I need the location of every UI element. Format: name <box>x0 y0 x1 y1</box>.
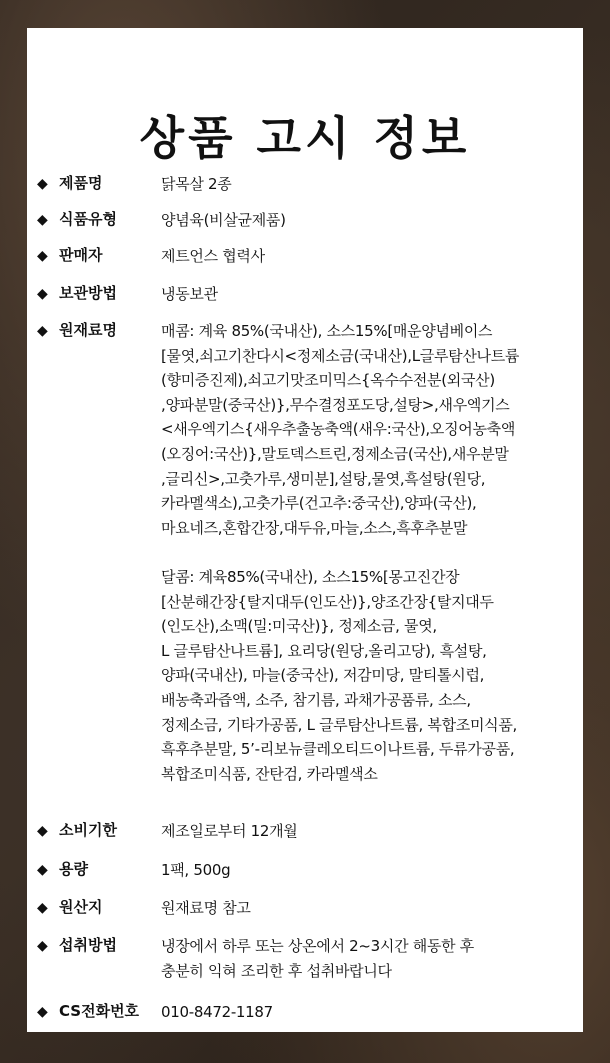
row-label <box>37 858 88 879</box>
diamond-bullet-icon: ◆ <box>37 212 48 228</box>
row-label <box>37 244 102 265</box>
row-label-text: 원산지 <box>59 898 103 916</box>
row-value-line: 010-8472-1187 <box>161 1003 273 1021</box>
row-value-line: 원재료명 참고 <box>161 899 251 917</box>
row-value-line: 제트언스 협력사 <box>161 247 265 265</box>
row-value-line: [산분해간장{탈지대두(인도산)},양조간장{탈지대두 <box>161 592 494 611</box>
diamond-bullet-icon: ◆ <box>37 176 48 192</box>
row-value <box>161 896 577 921</box>
row-value-line: 매콤: 계육 85%(국내산), 소스15%[매운양념베이스 <box>161 322 493 340</box>
row-label-text: 원재료명 <box>59 321 117 339</box>
row-value-line: 양념육(비살균제품) <box>161 211 286 229</box>
row-label-text: 용량 <box>59 860 88 878</box>
diamond-bullet-icon: ◆ <box>37 823 48 839</box>
row-value <box>161 1000 577 1025</box>
row-value <box>161 319 577 786</box>
row-value-line <box>161 540 577 565</box>
row-value <box>161 282 577 307</box>
row-label-text: 제품명 <box>59 174 103 192</box>
row-value-line: 냉동보관 <box>161 285 218 303</box>
row-value-line: <새우엑기스{새우추출농축액(새우:국산),오징어농축액 <box>161 420 516 439</box>
row-value <box>161 858 577 883</box>
row-value-line: 정제소금, 기타가공품, L 글루탐산나트륨, 복합조미식품, <box>161 715 517 734</box>
diamond-bullet-icon: ◆ <box>37 862 48 878</box>
row-value-line: [물엿,쇠고기찬다시<정제소금(국내산),L글루탐산나트륨 <box>161 346 520 365</box>
row-value <box>161 819 577 844</box>
product-info-card <box>27 28 583 1032</box>
row-label <box>37 934 117 955</box>
row-value-line: 마요네즈,혼합간장,대두유,마늘,소스,흑후추분말 <box>161 518 468 537</box>
row-value-line: (향미증진제),쇠고기맛조미믹스{옥수수전분(외국산) <box>161 371 495 390</box>
page-title: 상품 고시 정보 <box>139 111 471 165</box>
row-value-line: L 글루탐산나트륨], 요리당(원당,올리고당), 흑설탕, <box>161 641 487 660</box>
row-value-line: 배농축과즙액, 소주, 참기름, 과채가공품류, 소스, <box>161 690 471 709</box>
row-label-text: 소비기한 <box>59 821 117 839</box>
row-value-line: 충분히 익혀 조리한 후 섭취바랍니다 <box>161 961 392 980</box>
row-value-line: (오징어:국산)},말토덱스트린,정제소금(국산),새우분말 <box>161 444 509 463</box>
row-value-line: (인도산),소맥(밀:미국산)}, 정제소금, 물엿, <box>161 617 437 636</box>
row-label-text: 식품유형 <box>59 210 117 228</box>
row-value-line: ,글리신>,고춧가루,생미분],설탕,물엿,흑설탕(원당, <box>161 469 486 488</box>
row-label-text: 판매자 <box>59 246 103 264</box>
row-value-line: 양파(국내산), 마늘(중국산), 저감미당, 말티톨시럽, <box>161 666 485 685</box>
row-label <box>37 319 117 340</box>
diamond-bullet-icon: ◆ <box>37 1004 48 1020</box>
row-value-line: 1팩, 500g <box>161 861 231 879</box>
row-label-text: 섭취방법 <box>59 936 117 954</box>
row-value-line: 달콤: 계육85%(국내산), 소스15%[몽고진간장 <box>161 567 460 586</box>
row-value <box>161 934 577 983</box>
row-label <box>37 282 117 303</box>
row-value-line: 복합조미식품, 잔탄검, 카라멜색소 <box>161 764 378 783</box>
diamond-bullet-icon: ◆ <box>37 938 48 954</box>
row-label <box>37 819 117 840</box>
row-value-line: 닭목살 2종 <box>161 175 232 193</box>
row-label-text: 보관방법 <box>59 284 117 302</box>
row-value-line: 흑후추분말, 5’-리보뉴클레오티드이나트륨, 두류가공품, <box>161 740 515 759</box>
row-value-line: ,양파분말(중국산)},무수결정포도당,설탕>,새우엑기스 <box>161 395 510 414</box>
row-value <box>161 172 577 197</box>
row-value <box>161 208 577 233</box>
row-label <box>37 208 117 229</box>
diamond-bullet-icon: ◆ <box>37 900 48 916</box>
row-label-text: CS전화번호 <box>59 1002 140 1020</box>
row-value-line: 카라멜색소),고춧가루(건고추:중국산),양파(국산), <box>161 494 477 513</box>
diamond-bullet-icon: ◆ <box>37 323 48 339</box>
row-label <box>37 1000 139 1021</box>
row-label <box>37 172 102 193</box>
row-value-line: 제조일로부터 12개월 <box>161 822 298 840</box>
row-label <box>37 896 102 917</box>
row-value-line: 냉장에서 하루 또는 상온에서 2~3시간 해동한 후 <box>161 937 474 955</box>
row-value <box>161 244 577 269</box>
diamond-bullet-icon: ◆ <box>37 248 48 264</box>
diamond-bullet-icon: ◆ <box>37 286 48 302</box>
